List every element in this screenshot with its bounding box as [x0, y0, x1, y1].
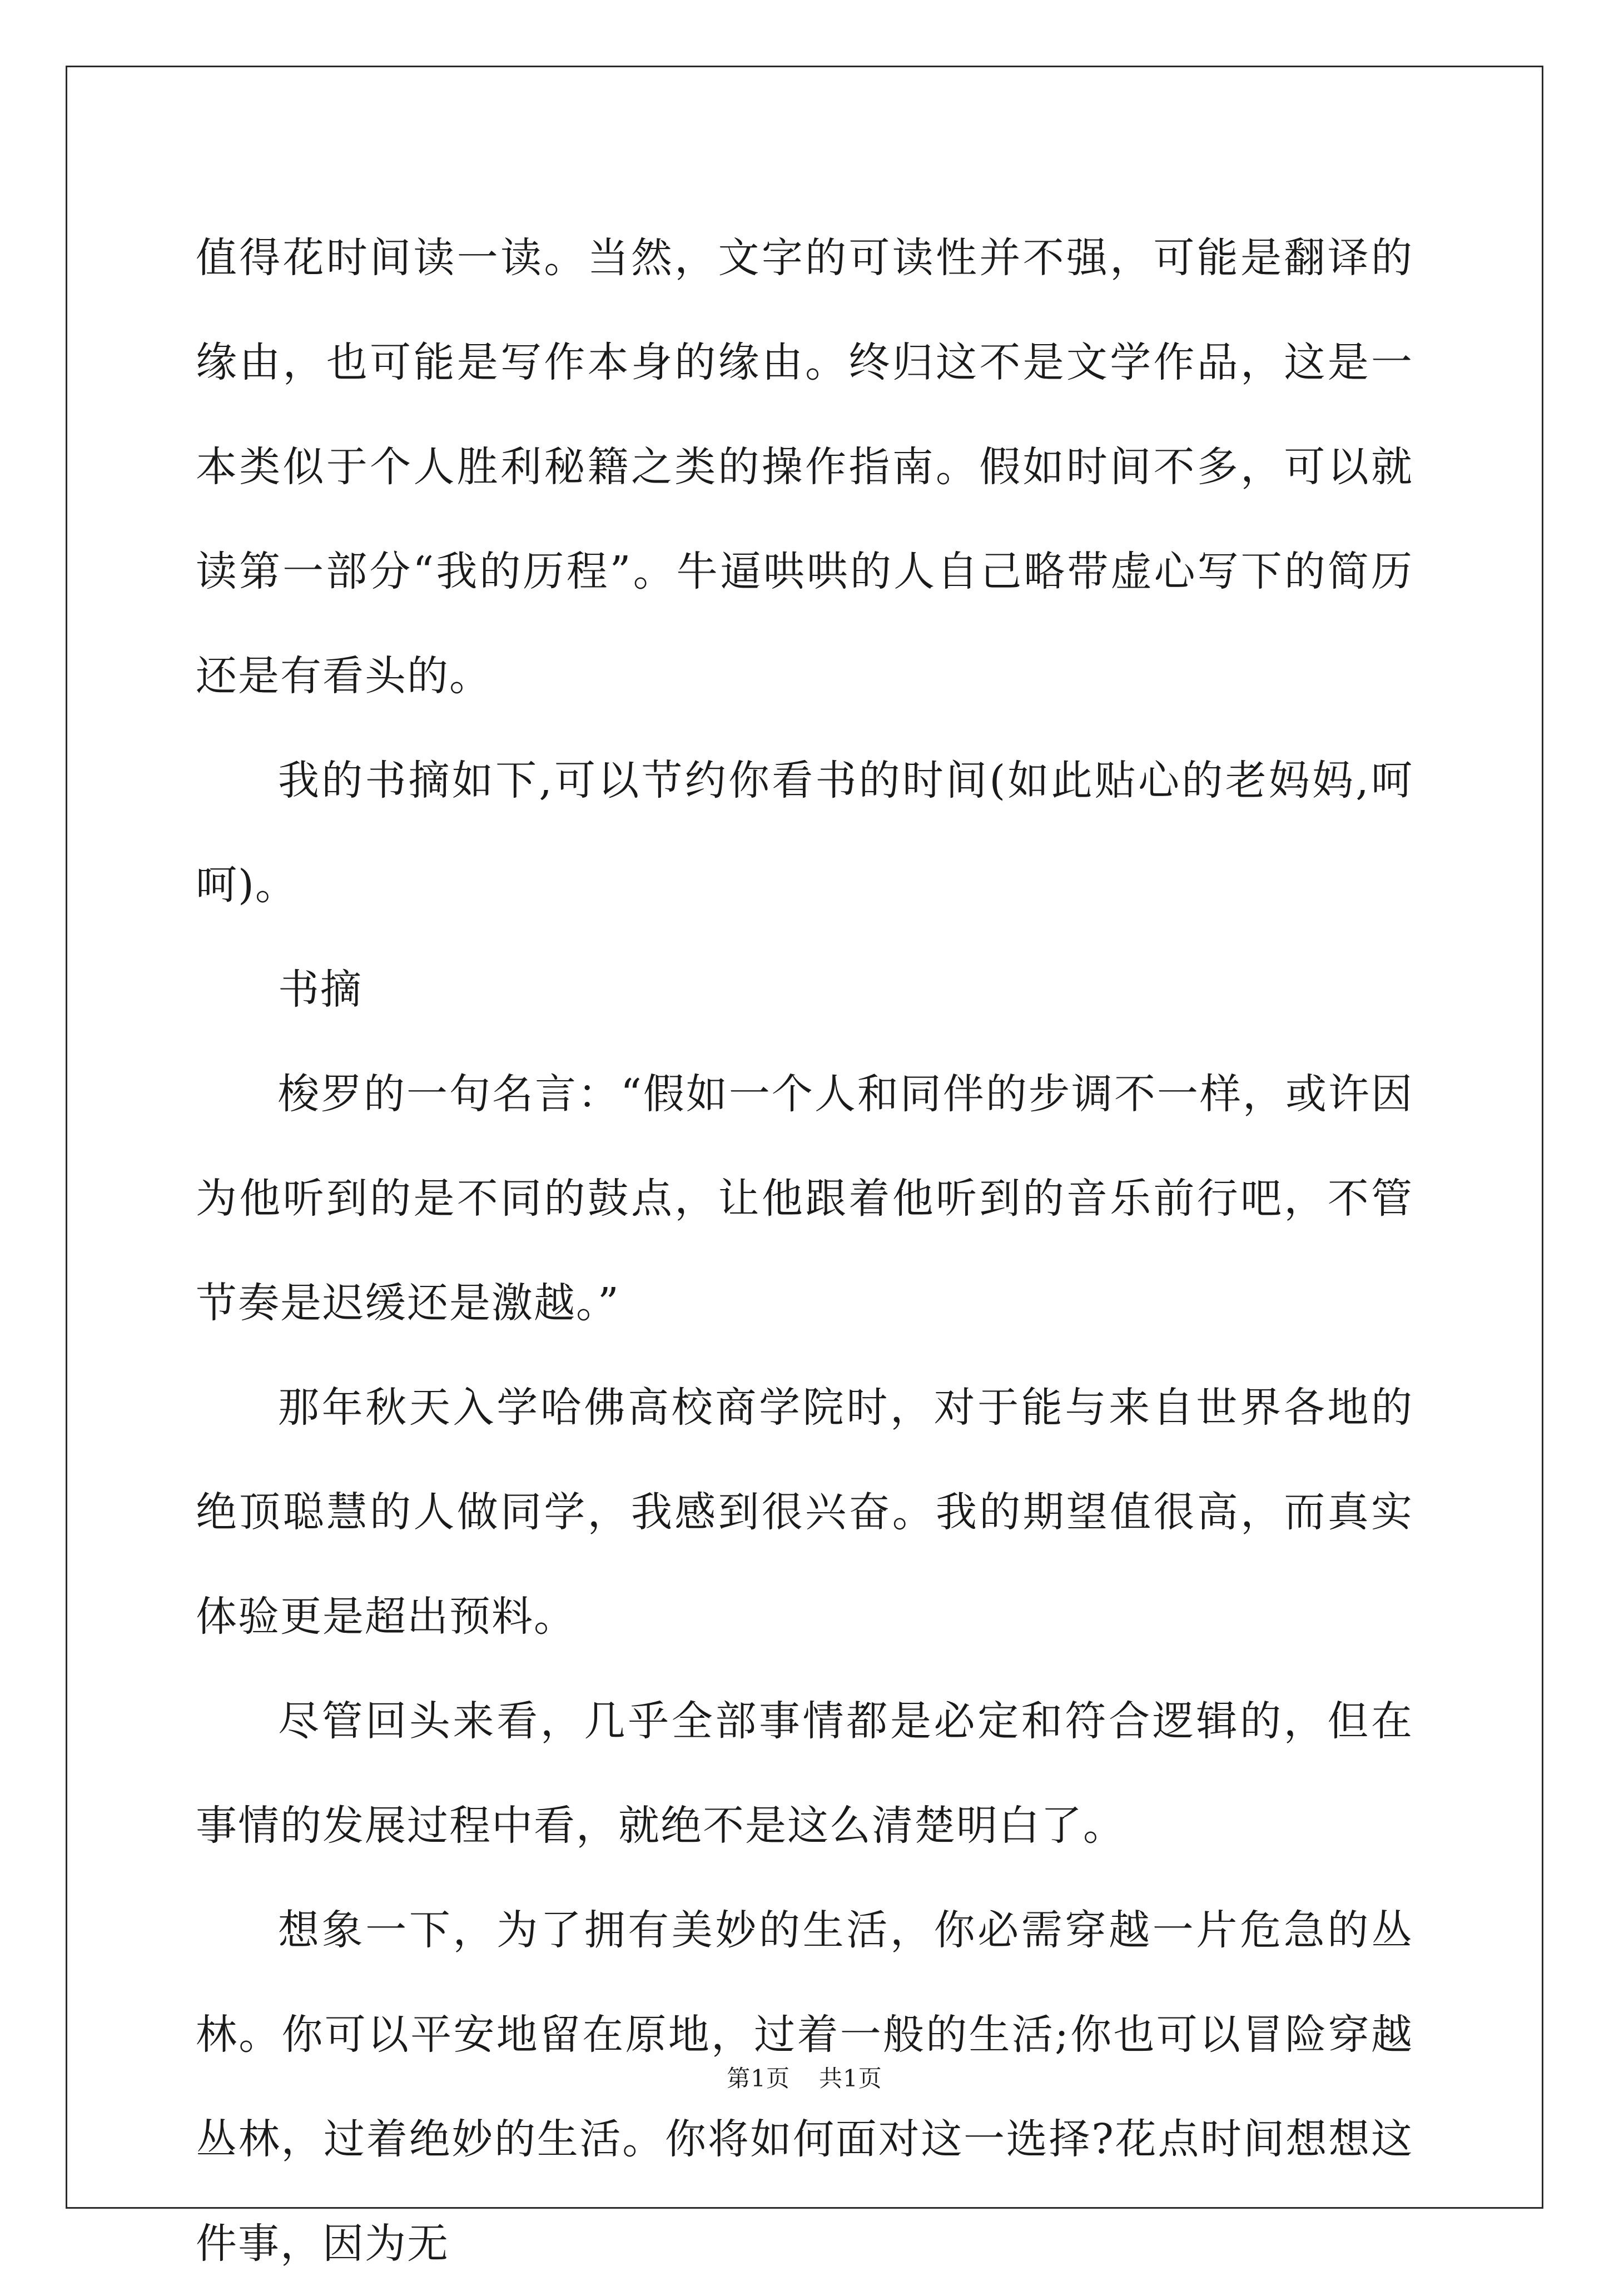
page-number-current: 第1页: [727, 2065, 790, 2092]
paragraph-7: 想象一下，为了拥有美妙的生活，你必需穿越一片危急的丛林。你可以平安地留在原地，过着一般的生活;你也可以冒险穿越丛林，过着绝妙的生活。你将如何面对这一选择?花点时间想想这件事，因为无: [196, 1906, 1413, 2268]
paragraph-2: 我的书摘如下,可以节约你看书的时间(如此贴心的老妈妈,呵呵)。: [196, 757, 1413, 909]
paragraph-5: 那年秋天入学哈佛高校商学院时，对于能与来自世界各地的绝顶聪慧的人做同学，我感到很兴奋。我的期望值很高，而真实体验更是超出预料。: [196, 1384, 1413, 1641]
paragraph-4: 梭罗的一句名言：“假如一个人和同伴的步调不一样，或许因为他听到的是不同的鼓点，让他跟着他听到的音乐前行吧，不管节奏是迟缓还是激越。”: [196, 1070, 1413, 1327]
document-body: [196, 206, 1413, 2296]
paragraph-3-heading: 书摘: [278, 966, 362, 1013]
paragraph-6: 尽管回头来看，几乎全部事情都是必定和符合逻辑的，但在事情的发展过程中看，就绝不是这么清楚明白了。: [196, 1697, 1413, 1850]
paragraph-1: 值得花时间读一读。当然，文字的可读性并不强，可能是翻译的缘由，也可能是写作本身的缘由。终归这不是文学作品，这是一本类似于个人胜利秘籍之类的操作指南。假如时间不多，可以就读第一部分“我的历程”。牛逼哄哄的人自己略带虚心写下的简历还是有看头的。: [196, 234, 1413, 700]
page-number-total: 共1页: [819, 2065, 882, 2092]
page-footer: [0, 2060, 1609, 2094]
